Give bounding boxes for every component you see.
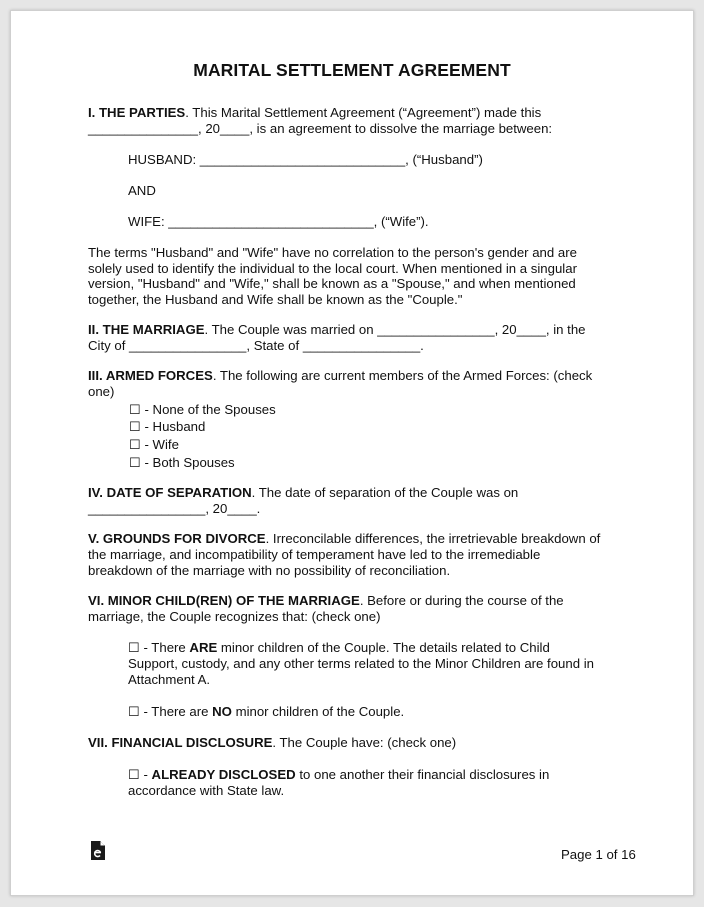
checkbox-both-spouses[interactable]: ☐ - Both Spouses (129, 454, 235, 470)
marriage-heading: II. THE MARRIAGE (88, 321, 205, 337)
children-option-are[interactable]: ☐ - There ARE minor children of the Couple. The details related to Child Support, custody, and any other terms related to the Minor Children are found in Attachment A. (128, 640, 594, 688)
checkbox-none-of-spouses[interactable]: ☐ - None of the Spouses (129, 401, 276, 417)
page-number: Page 1 of 16 (561, 847, 636, 862)
wife-line: WIFE: ____________________________, (“Wife”). (128, 214, 429, 229)
grounds-section: V. GROUNDS FOR DIVORCE. Irreconcilable differences, the irretrievable breakdown of the marriage, and incompatibility of temperament have led to the irremediable breakdown of the marriage with no possibility of reconciliation. (88, 531, 601, 579)
armed-forces-options (88, 401, 648, 471)
husband-line: HUSBAND: ____________________________, (“Husband”) (128, 152, 483, 167)
separation-section: IV. DATE OF SEPARATION. The date of separation of the Couple was on ________________, 20____. (88, 485, 519, 517)
document-title: MARITAL SETTLEMENT AGREEMENT (193, 60, 511, 80)
eforms-logo-icon (90, 840, 106, 861)
checkbox-wife[interactable]: ☐ - Wife (129, 437, 179, 452)
document-body (88, 97, 648, 799)
parties-heading: I. THE PARTIES (88, 105, 186, 120)
armed-forces-heading: III. ARMED FORCES (88, 367, 213, 383)
and-label: AND (128, 183, 156, 198)
children-section: VI. MINOR CHILD(REN) OF THE MARRIAGE. Before or during the course of the marriage, the Couple recognizes that: (check one) (88, 593, 564, 625)
document-page (10, 10, 694, 896)
grounds-heading: V. GROUNDS FOR DIVORCE (88, 531, 266, 547)
marriage-section: II. THE MARRIAGE. The Couple was married on ________________, 20____, in the City of ________________, State of ________________. (88, 321, 586, 353)
financial-option-disclosed[interactable]: ☐ - ALREADY DISCLOSED to one another their financial disclosures in accordance with State law. (128, 767, 550, 799)
parties-line1: . This Marital Settlement Agreement (“Agreement”) made this (185, 105, 542, 120)
armed-forces-section: III. ARMED FORCES. The following are current members of the Armed Forces: (check one) (88, 367, 593, 399)
children-heading: VI. MINOR CHILD(REN) OF THE MARRIAGE (88, 593, 360, 609)
financial-section: VII. FINANCIAL DISCLOSURE. The Couple have: (check one) (88, 735, 457, 751)
checkbox-husband[interactable]: ☐ - Husband (129, 419, 206, 435)
financial-heading: VII. FINANCIAL DISCLOSURE (88, 735, 273, 751)
separation-heading: IV. DATE OF SEPARATION (88, 485, 252, 501)
parties-section (88, 105, 648, 137)
children-option-no[interactable]: ☐ - There are NO minor children of the Couple. (128, 704, 405, 720)
parties-line2: _______________, 20____, is an agreement to dissolve the marriage between: (88, 121, 553, 136)
terms-paragraph: The terms "Husband" and "Wife" have no correlation to the person's gender and are solely used to identify the individual to the local court. When mentioned in a singular version, "Husband" and "Wife," shall be known as a "Spouse," and when mentioned together, the Husband and Wife shall be known as the "Couple." (88, 245, 577, 308)
